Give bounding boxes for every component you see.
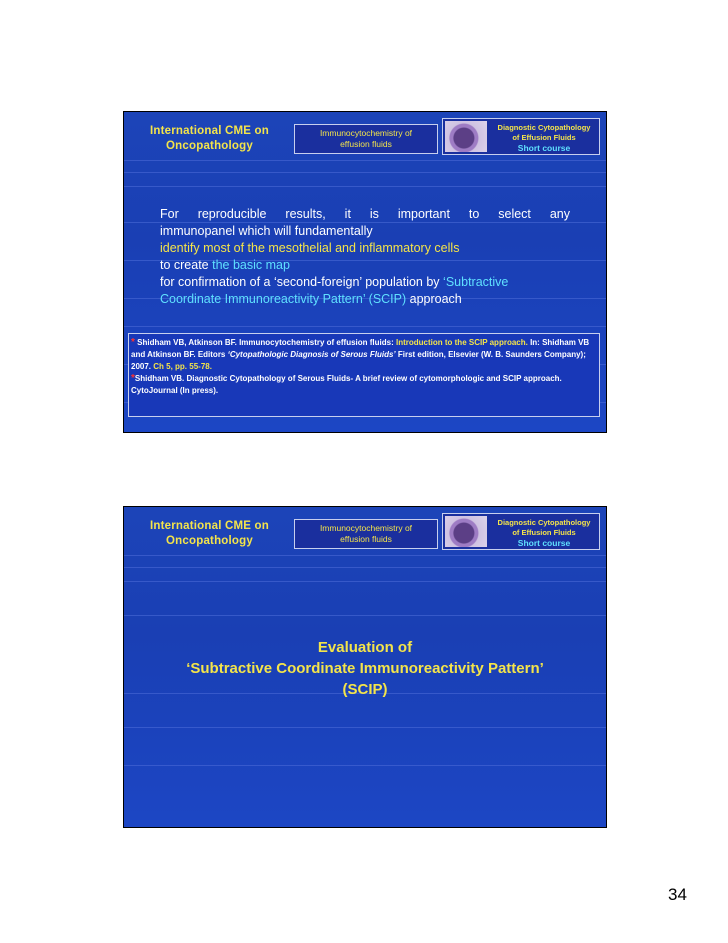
ref1-part3: First edition, Elsevier (W. B. Saunders Company); 2007.: [131, 350, 586, 371]
cme-title: [132, 519, 287, 549]
ref2-text: Shidham VB. Diagnostic Cytopathology of Serous Fluids- A brief review of cytomorphologic and SCIP approach. CytoJournal (In press).: [131, 374, 562, 395]
topic-line-1: Immunocytochemistry of: [319, 523, 413, 533]
title-line-1: Evaluation of: [317, 639, 413, 656]
page-number: 34: [668, 885, 687, 904]
body-line-5: [160, 274, 570, 291]
body-line-2: immunopanel which will fundamentally: [160, 224, 373, 238]
body-line-6: [160, 291, 570, 308]
topic-line-2: effusion fluids: [340, 139, 392, 149]
body-line-4-prefix: to create: [160, 258, 213, 272]
reference-1: [131, 337, 597, 373]
scip-term-end: Coordinate Immunoreactivity Pattern’ (SCIP): [160, 292, 407, 306]
slide-2-title: [124, 637, 606, 700]
topic-line-2: effusion fluids: [340, 534, 392, 544]
ref1-highlight: Introduction to the SCIP approach.: [395, 338, 528, 347]
body-line-5-text: for confirmation of a ‘second-foreign’ population by: [160, 275, 444, 289]
cme-line-2: Oncopathology: [166, 535, 253, 547]
course-line-3: Short course: [517, 538, 571, 548]
course-title: [487, 123, 601, 153]
cme-line-1: International CME on: [150, 125, 269, 137]
cme-title: [132, 124, 287, 154]
cme-line-2: Oncopathology: [166, 140, 253, 152]
slide-1-body: [160, 206, 570, 308]
reference-bullet: *: [131, 373, 135, 384]
slide-2: [123, 506, 607, 828]
course-line-3: Short course: [517, 143, 571, 153]
title-line-3: (SCIP): [342, 681, 388, 698]
ref1-italic: ‘Cytopathologic Diagnosis of Serous Fluids’: [227, 350, 396, 359]
course-line-2: of Effusion Fluids: [512, 133, 576, 142]
body-line-6-suffix: approach: [406, 292, 462, 306]
slide-1: [123, 111, 607, 433]
ref1-part2: In: Shidham VB and Atkinson BF. Editors: [131, 338, 590, 359]
body-line-1: For reproducible results, it is important to select any: [160, 207, 570, 221]
ref1-part1: Shidham VB, Atkinson BF. Immunocytochemistry of effusion fluids:: [137, 338, 396, 347]
course-box: [442, 513, 600, 550]
reference-2: [131, 373, 597, 397]
cytology-cell-image: [445, 121, 487, 152]
basic-map-text: the basic map: [212, 258, 290, 272]
course-box: [442, 118, 600, 155]
cme-line-1: International CME on: [150, 520, 269, 532]
topic-line-1: Immunocytochemistry of: [319, 128, 413, 138]
title-line-2: ‘Subtractive Coordinate Immunoreactivity Pattern’: [186, 660, 544, 677]
cytology-cell-image: [445, 516, 487, 547]
scip-term-start: ‘Subtractive: [443, 275, 509, 289]
course-line-1: Diagnostic Cytopathology: [497, 518, 591, 527]
body-line-3: identify most of the mesothelial and inflammatory cells: [160, 241, 460, 255]
ref1-pages: Ch 5, pp. 55-78.: [153, 362, 212, 371]
course-line-2: of Effusion Fluids: [512, 528, 576, 537]
topic-box: [294, 519, 438, 549]
topic-box: [294, 124, 438, 154]
references-box: [128, 333, 600, 417]
reference-bullet: *: [131, 337, 135, 348]
course-line-1: Diagnostic Cytopathology: [497, 123, 591, 132]
body-line-4: [160, 257, 570, 274]
course-title: [487, 518, 601, 548]
